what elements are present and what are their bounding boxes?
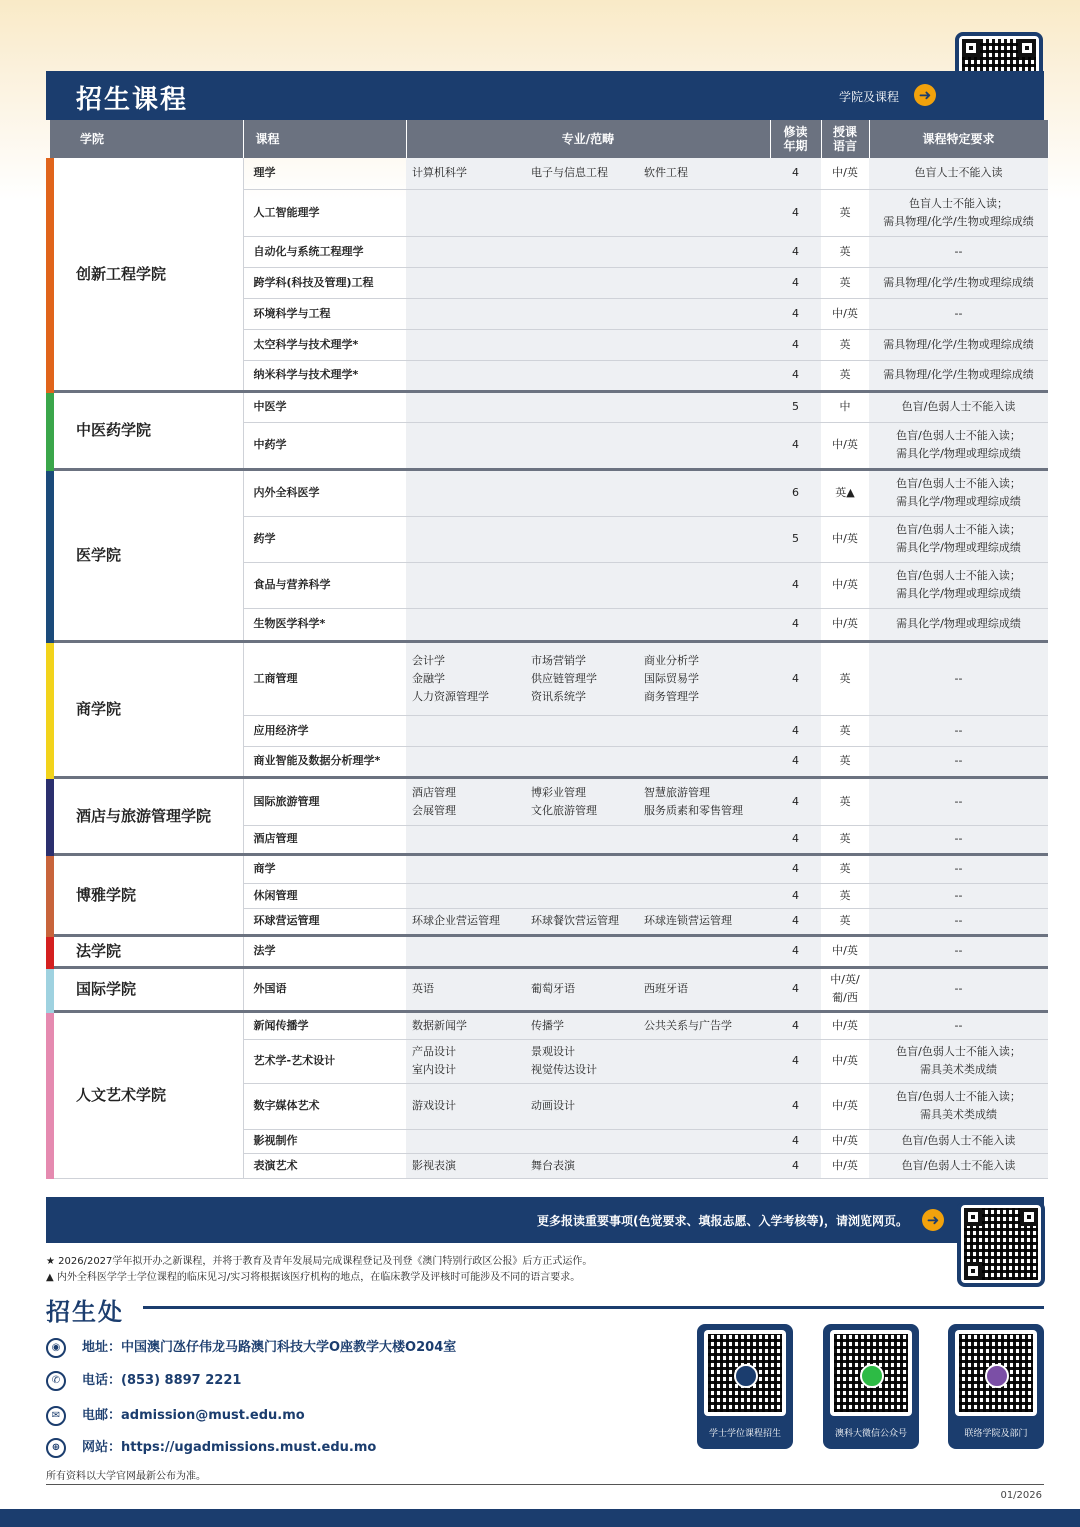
majors-cell (406, 298, 770, 329)
teaching-language: 中/英 (821, 935, 869, 967)
column-header: 授课 语言 (821, 120, 869, 158)
phone-bubble-icon (985, 1364, 1009, 1388)
major-item: 景观设计 (531, 1045, 575, 1058)
majors-cell (406, 908, 770, 935)
program-name: 环球营运管理 (243, 908, 406, 935)
major-item: 商务管理学 (644, 689, 699, 703)
teaching-language: 中/英 (821, 1153, 869, 1178)
bottom-bar (0, 1509, 1080, 1527)
program-name: 休闲管理 (243, 883, 406, 908)
majors-cell (406, 391, 770, 422)
study-years: 4 (770, 267, 821, 298)
program-name: 药学 (243, 516, 406, 562)
study-years: 4 (770, 1039, 821, 1083)
teaching-language: 英 (821, 908, 869, 935)
course-requirement: 需具物理/化学/生物或理综成绩 (869, 329, 1048, 360)
table-header (50, 120, 1048, 158)
majors-cell (406, 1083, 770, 1129)
majors-cell (406, 360, 770, 391)
major-item: 环球餐饮营运管理 (531, 914, 619, 927)
program-name: 艺术学-艺术设计 (243, 1039, 406, 1083)
program-name: 法学 (243, 935, 406, 967)
major-item: 舞台表演 (531, 1158, 575, 1172)
book-icon (734, 1364, 758, 1388)
program-name: 商业智能及数据分析理学* (243, 746, 406, 777)
study-years: 4 (770, 1083, 821, 1129)
program-name: 纳米科学与技术理学* (243, 360, 406, 391)
study-years: 4 (770, 908, 821, 935)
study-years: 4 (770, 298, 821, 329)
contact-email (46, 1404, 305, 1426)
course-banner (46, 71, 1044, 120)
qr-caption: 澳科大微信公众号 (834, 1429, 907, 1439)
study-years: 4 (770, 422, 821, 469)
study-years: 4 (770, 562, 821, 608)
course-requirement: 色盲/色弱人士不能入读 (869, 1153, 1048, 1178)
course-requirement: -- (869, 967, 1048, 1011)
course-requirement: -- (869, 298, 1048, 329)
major-item: 商业分析学 (644, 653, 699, 667)
phone-icon: ✆ (46, 1371, 66, 1391)
majors-cell (406, 883, 770, 908)
column-header: 课程特定要求 (869, 120, 1048, 158)
major-item (644, 1061, 764, 1079)
majors-cell (406, 422, 770, 469)
phone-text[interactable]: 电话：(853) 8897 2221 (82, 1373, 242, 1388)
study-years: 4 (770, 1153, 821, 1178)
office-title: 招生处 (46, 1298, 124, 1326)
contact-website (46, 1436, 376, 1458)
study-years: 4 (770, 329, 821, 360)
course-requirement: 色盲人士不能入读； 需具物理/化学/生物或理综成绩 (869, 189, 1048, 236)
major-item: 软件工程 (644, 166, 688, 180)
major-item: 影视表演 (412, 1158, 456, 1172)
majors-cell (406, 715, 770, 746)
majors-cell (406, 329, 770, 360)
table-row (50, 158, 1048, 189)
course-requirement: -- (869, 883, 1048, 908)
page-title: 招生课程 (76, 85, 189, 115)
majors-cell (406, 1039, 770, 1083)
teaching-language: 英 (821, 360, 869, 391)
course-requirement: -- (869, 777, 1048, 825)
program-name: 应用经济学 (243, 715, 406, 746)
major-item: 葡萄牙语 (531, 982, 575, 995)
majors-cell (406, 516, 770, 562)
teaching-language: 英 (821, 641, 869, 715)
table-row (50, 469, 1048, 516)
majors-cell (406, 562, 770, 608)
school-name: 博雅学院 (50, 854, 243, 935)
teaching-language: 中/英 (821, 1039, 869, 1083)
more-info-text[interactable]: 更多报读重要事项(色觉要求、填报志愿、入学考核等)，请浏览网页。 (537, 1214, 908, 1228)
teaching-language: 英 (821, 883, 869, 908)
course-requirement: -- (869, 935, 1048, 967)
school-name: 酒店与旅游管理学院 (50, 777, 243, 854)
course-requirement: -- (869, 854, 1048, 883)
footer-divider (46, 1484, 1044, 1485)
major-item: 西班牙语 (644, 982, 688, 995)
course-requirement: 色盲/色弱人士不能入读； 需具美术类成绩 (869, 1083, 1048, 1129)
course-requirement: 需具化学/物理或理综成绩 (869, 608, 1048, 641)
majors-cell (406, 967, 770, 1011)
majors-cell (406, 189, 770, 236)
study-years: 4 (770, 935, 821, 967)
study-years: 4 (770, 158, 821, 189)
study-years: 4 (770, 715, 821, 746)
major-item: 会展管理 (412, 803, 456, 817)
course-requirement: -- (869, 825, 1048, 854)
program-name: 中医学 (243, 391, 406, 422)
program-name: 环境科学与工程 (243, 298, 406, 329)
majors-cell (406, 1153, 770, 1178)
qr-card-contacts[interactable] (948, 1324, 1044, 1449)
study-years: 6 (770, 469, 821, 516)
program-name: 商学 (243, 854, 406, 883)
majors-cell (406, 854, 770, 883)
course-requirement: -- (869, 236, 1048, 267)
school-name: 国际学院 (50, 967, 243, 1011)
major-item: 供应链管理学 (531, 671, 597, 685)
major-item: 室内设计 (412, 1063, 456, 1076)
course-requirement: 需具物理/化学/生物或理综成绩 (869, 267, 1048, 298)
arrow-right-icon[interactable]: ➜ (914, 84, 936, 106)
teaching-language: 中/英 (821, 298, 869, 329)
school-name: 创新工程学院 (50, 158, 243, 391)
major-item: 酒店管理 (412, 785, 456, 799)
program-name: 外国语 (243, 967, 406, 1011)
course-requirement: 色盲/色弱人士不能入读 (869, 391, 1048, 422)
major-item: 动画设计 (531, 1099, 575, 1112)
majors-cell (406, 608, 770, 641)
table-row (50, 1011, 1048, 1039)
course-requirement: 色盲/色弱人士不能入读； 需具化学/物理或理综成绩 (869, 422, 1048, 469)
teaching-language: 中/英 (821, 158, 869, 189)
study-years: 4 (770, 189, 821, 236)
program-name: 表演艺术 (243, 1153, 406, 1178)
program-name: 国际旅游管理 (243, 777, 406, 825)
study-years: 4 (770, 825, 821, 854)
study-years: 4 (770, 641, 821, 715)
column-header: 修读 年期 (770, 120, 821, 158)
table-body (50, 158, 1048, 1178)
major-item: 数据新闻学 (412, 1018, 467, 1032)
teaching-language: 中/英 (821, 1129, 869, 1153)
program-name: 人工智能理学 (243, 189, 406, 236)
course-requirement: 色盲/色弱人士不能入读； 需具化学/物理或理综成绩 (869, 562, 1048, 608)
major-item: 视觉传达设计 (531, 1063, 597, 1076)
major-item: 游戏设计 (412, 1099, 456, 1112)
course-requirement: 色盲人士不能入读 (869, 158, 1048, 189)
majors-cell (406, 935, 770, 967)
majors-cell (406, 158, 770, 189)
study-years: 4 (770, 608, 821, 641)
teaching-language: 英 (821, 236, 869, 267)
course-table (46, 120, 1049, 1179)
major-item: 资讯系统学 (531, 689, 586, 703)
globe-icon: ⊕ (46, 1438, 66, 1458)
teaching-language: 中/英 (821, 422, 869, 469)
program-name: 跨学科(科技及管理)工程 (243, 267, 406, 298)
majors-cell (406, 1011, 770, 1039)
school-name: 商学院 (50, 641, 243, 777)
major-item: 智慧旅游管理 (644, 785, 710, 799)
majors-cell (406, 641, 770, 715)
study-years: 4 (770, 360, 821, 391)
mail-icon: ✉ (46, 1406, 66, 1426)
program-name: 中药学 (243, 422, 406, 469)
school-name: 法学院 (50, 935, 243, 967)
teaching-language: 中/英/ 葡/西 (821, 967, 869, 1011)
teaching-language: 英 (821, 267, 869, 298)
teaching-language: 中/英 (821, 516, 869, 562)
study-years: 4 (770, 777, 821, 825)
major-item: 会计学 (412, 653, 445, 667)
study-years: 4 (770, 1129, 821, 1153)
major-item: 博彩业管理 (531, 785, 586, 799)
major-item: 国际贸易学 (644, 671, 699, 685)
majors-cell (406, 469, 770, 516)
course-requirement: -- (869, 641, 1048, 715)
footnote-clinical: ▲ 内外全科医学学士学位课程的临床见习/实习将根据该医疗机构的地点，在临床教学及评核时可能涉及不同的语言要求。 (46, 1272, 581, 1283)
teaching-language: 英 (821, 777, 869, 825)
school-name: 人文艺术学院 (50, 1011, 243, 1178)
course-requirement: 色盲/色弱人士不能入读； 需具美术类成绩 (869, 1039, 1048, 1083)
footnote-new-course: ★ 2026/2027学年拟开办之新课程，并将于教育及青年发展局完成课程登记及刊登《澳门特别行政区公报》后方正式运作。 (46, 1256, 593, 1267)
major-item: 文化旅游管理 (531, 803, 597, 817)
table-row (50, 641, 1048, 715)
teaching-language: 中/英 (821, 608, 869, 641)
teaching-language: 中/英 (821, 1011, 869, 1039)
contact-phone (46, 1369, 241, 1391)
teaching-language: 中/英 (821, 1083, 869, 1129)
course-requirement: -- (869, 715, 1048, 746)
more-info-qr-code[interactable] (957, 1201, 1045, 1287)
study-years: 4 (770, 746, 821, 777)
column-header: 学院 (50, 120, 243, 158)
course-requirement: -- (869, 1011, 1048, 1039)
school-name: 中医药学院 (50, 391, 243, 469)
program-name: 酒店管理 (243, 825, 406, 854)
column-header: 专业/范畴 (406, 120, 770, 158)
course-requirement: 色盲/色弱人士不能入读 (869, 1129, 1048, 1153)
study-years: 5 (770, 516, 821, 562)
program-name: 新闻传播学 (243, 1011, 406, 1039)
majors-cell (406, 236, 770, 267)
course-requirement: 色盲/色弱人士不能入读； 需具化学/物理或理综成绩 (869, 469, 1048, 516)
edition-date: 01/2026 (1000, 1490, 1042, 1501)
more-info-bar (46, 1197, 1044, 1243)
majors-cell (406, 1129, 770, 1153)
course-requirement: -- (869, 746, 1048, 777)
major-item: 电子与信息工程 (531, 166, 608, 180)
email-text[interactable]: 电邮：admission@must.edu.mo (82, 1408, 305, 1423)
major-item: 市场营销学 (531, 653, 586, 667)
major-item: 计算机科学 (412, 166, 467, 180)
teaching-language: 英 (821, 189, 869, 236)
qr-card-admissions[interactable] (697, 1324, 793, 1449)
program-name: 数字媒体艺术 (243, 1083, 406, 1129)
qr-caption: 学士学位课程招生 (708, 1429, 781, 1439)
major-item: 环球连锁营运管理 (644, 914, 732, 927)
course-requirement: -- (869, 908, 1048, 935)
table-row (50, 777, 1048, 825)
table-row (50, 391, 1048, 422)
major-item: 产品设计 (412, 1045, 456, 1058)
teaching-language: 中 (821, 391, 869, 422)
major-item: 传播学 (531, 1018, 564, 1032)
major-item: 人力资源管理学 (412, 689, 489, 703)
majors-cell (406, 746, 770, 777)
major-item (644, 1043, 764, 1061)
study-years: 4 (770, 854, 821, 883)
teaching-language: 中/英 (821, 562, 869, 608)
column-header: 课程 (243, 120, 406, 158)
footnotes (46, 1254, 592, 1286)
program-name: 自动化与系统工程理学 (243, 236, 406, 267)
program-name: 内外全科医学 (243, 469, 406, 516)
study-years: 4 (770, 1011, 821, 1039)
address-text: 地址：中国澳门氹仔伟龙马路澳门科技大学O座教学大楼O204室 (82, 1340, 457, 1355)
major-item: 公共关系与广告学 (644, 1018, 732, 1032)
teaching-language: 英 (821, 825, 869, 854)
majors-cell (406, 825, 770, 854)
contact-address (46, 1336, 456, 1358)
majors-cell (406, 777, 770, 825)
disclaimer: 所有资料以大学官网最新公布为准。 (46, 1471, 206, 1482)
teaching-language: 英 (821, 715, 869, 746)
study-years: 4 (770, 236, 821, 267)
table-row (50, 935, 1048, 967)
program-name: 食品与营养科学 (243, 562, 406, 608)
teaching-language: 英▲ (821, 469, 869, 516)
teaching-language: 英 (821, 854, 869, 883)
table-row (50, 967, 1048, 1011)
program-name: 太空科学与技术理学* (243, 329, 406, 360)
program-name: 影视制作 (243, 1129, 406, 1153)
study-years: 4 (770, 883, 821, 908)
program-name: 理学 (243, 158, 406, 189)
qr-card-wechat[interactable] (823, 1324, 919, 1449)
teaching-language: 英 (821, 329, 869, 360)
program-name: 生物医学科学* (243, 608, 406, 641)
major-item: 金融学 (412, 671, 445, 685)
teaching-language: 英 (821, 746, 869, 777)
major-item: 环球企业营运管理 (412, 914, 500, 927)
arrow-right-icon[interactable]: ➜ (922, 1209, 944, 1231)
course-requirement: 需具物理/化学/生物或理综成绩 (869, 360, 1048, 391)
location-icon: ◉ (46, 1338, 66, 1358)
wechat-icon (860, 1364, 884, 1388)
major-item: 服务质素和零售管理 (644, 803, 743, 817)
major-item: 英语 (412, 982, 434, 995)
program-name: 工商管理 (243, 641, 406, 715)
majors-cell (406, 267, 770, 298)
qr-caption: 联络学院及部门 (964, 1429, 1028, 1439)
school-name: 医学院 (50, 469, 243, 641)
table-row (50, 854, 1048, 883)
divider (143, 1306, 1044, 1309)
course-requirement: 色盲/色弱人士不能入读； 需具化学/物理或理综成绩 (869, 516, 1048, 562)
study-years: 4 (770, 967, 821, 1011)
website-text[interactable]: 网站：https://ugadmissions.must.edu.mo (82, 1440, 377, 1455)
faculty-link[interactable]: 学院及课程 (838, 90, 899, 104)
study-years: 5 (770, 391, 821, 422)
